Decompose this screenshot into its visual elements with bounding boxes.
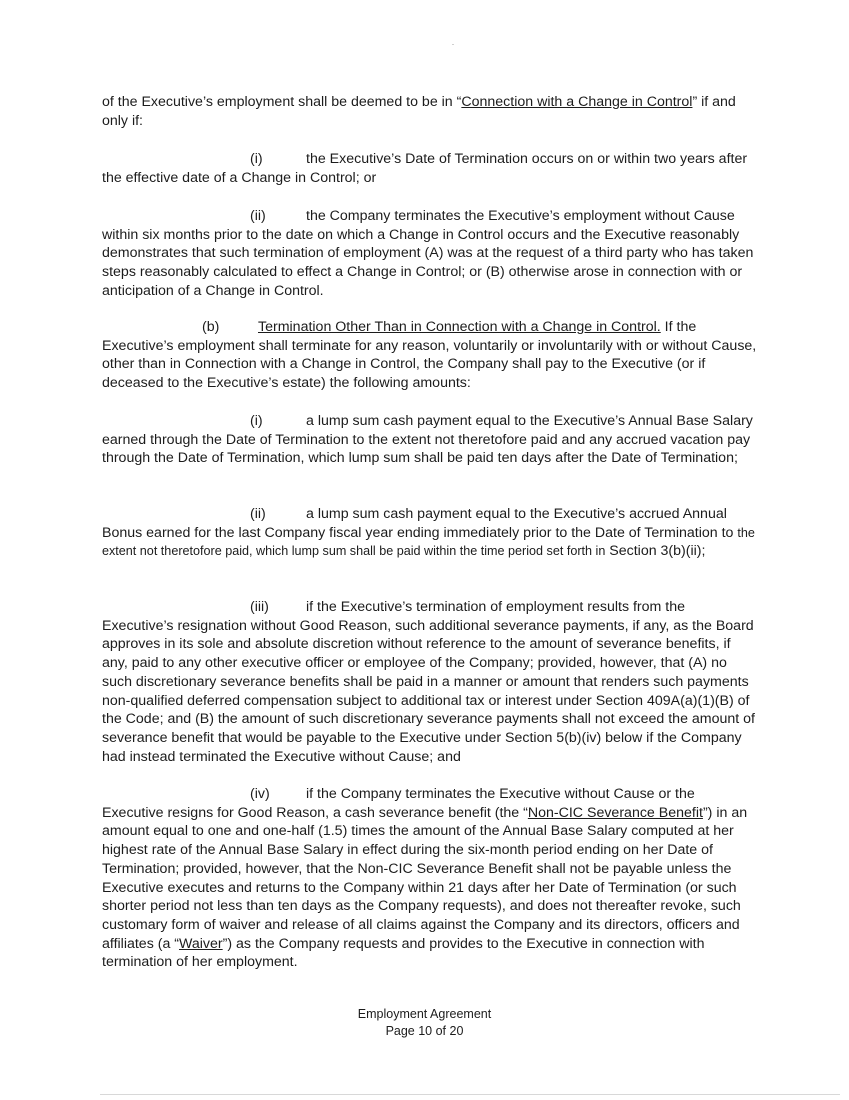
clause-text: if the Company terminates the Executive without Cause or the Executive resigns for Good Reason, a cash severance benefit (the “	[102, 786, 695, 821]
footer-page-number: Page 10 of 20	[385, 1024, 464, 1038]
clause-text: if the Executive’s termination of employment results from the Executive’s resignation without Good Reason, such additional severance payments, if any, as the Board approves in its sole and absolute discretion without reference to the amount of severance benefits, if any, paid to any other executive officer or employee of the Company; provided, however, that (A) no such discretionary severance benefits shall be paid in a manner or amount that renders such payments non-qualified deferred compensation subject to additional tax or interest under Section 409A(a)(1)(B) of the Code; and (B) the amount of such discretionary severance payments shall not exceed the amount of severance benefit that would be payable to the Executive under Section 5(b)(iv) below if the Company had instead terminated the Executive without Cause; and	[102, 599, 755, 765]
defined-term-waiver: Waiver	[179, 935, 223, 952]
clause-number: (b)	[202, 319, 220, 335]
page-footer	[0, 1006, 849, 1040]
clause-number: (i)	[250, 151, 263, 167]
clause-b-iv	[102, 785, 757, 972]
clause-text-end: ”) as the Company requests and provides to the Executive in connection with termination of her employment.	[102, 935, 705, 971]
clause-number: (iv)	[250, 786, 270, 802]
clause-number: (ii)	[250, 208, 266, 224]
clause-heading: Termination Other Than in Connection with a Change in Control.	[258, 319, 661, 335]
clause-number: (ii)	[250, 506, 266, 522]
clause-b-i	[102, 412, 757, 468]
scan-edge-line	[100, 1094, 840, 1095]
defined-term-connection-with-change-in-control: Connection with a Change in Control	[461, 94, 693, 110]
clause-text-end: Section 3(b)(ii);	[609, 543, 706, 560]
clause-text: a lump sum cash payment equal to the Executive’s accrued Annual Bonus earned for the last Company fiscal year ending immediately prior to the Date of Termination to	[102, 506, 734, 541]
clause-number: (iii)	[250, 599, 269, 615]
intro-text-end: ” if and only if:	[102, 94, 736, 129]
footer-document-title: Employment Agreement	[357, 1007, 492, 1021]
clause-b-ii	[102, 505, 757, 561]
intro-text: of the Executive’s employment shall be deemed to be in “	[102, 94, 462, 110]
clause-text: the Executive’s Date of Termination occurs on or within two years after the effective date of a Change in Control; or	[102, 151, 748, 186]
clause-text-continued: ”) in an amount equal to one and one-half (1.5) times the amount of the Annual Base Salary computed at her highest rate of the Annual Base Salary in effect during the six-month period ending on her Date of Termination; provided, however, that the Non-CIC Severance Benefit shall not be payable unless the Executive executes and returns to the Company within 21 days after her Date of Termination (or such shorter period not less than ten days as the Company requests), and does not thereafter revoke, such customary form of waiver and release of all claims against the Company and its directors, officers and affiliates (a “	[102, 804, 748, 952]
clause-a-i	[102, 150, 757, 187]
clause-text-small: the extent not theretofore paid, which lump sum shall be paid within the time period set forth in	[102, 525, 755, 559]
clause-a-ii	[102, 207, 757, 301]
intro-paragraph	[102, 93, 757, 130]
clause-number: (i)	[250, 413, 263, 429]
scan-artifact	[452, 44, 454, 45]
clause-text: If the Executive’s employment shall terminate for any reason, voluntarily or involuntarily with or without Cause, other than in Connection with a Change in Control, the Company shall pay to the Executive (or if deceased to the Executive’s estate) the following amounts:	[102, 319, 757, 392]
clause-b	[102, 318, 757, 393]
clause-text: the Company terminates the Executive’s employment without Cause within six months prior to the date on which a Change in Control occurs and the Executive reasonably demonstrates that such termination of employment (A) was at the request of a third party who has taken steps reasonably calculated to effect a Change in Control; or (B) otherwise arose in connection with or anticipation of a Change in Control.	[102, 208, 754, 299]
defined-term-non-cic-severance-benefit: Non-CIC Severance Benefit	[527, 804, 703, 821]
clause-text: a lump sum cash payment equal to the Executive’s Annual Base Salary earned through the Date of Termination to the extent not theretofore paid and any accrued vacation pay through the Date of Termination, which lump sum shall be paid ten days after the Date of Termination;	[102, 413, 753, 467]
clause-b-iii	[102, 598, 757, 766]
